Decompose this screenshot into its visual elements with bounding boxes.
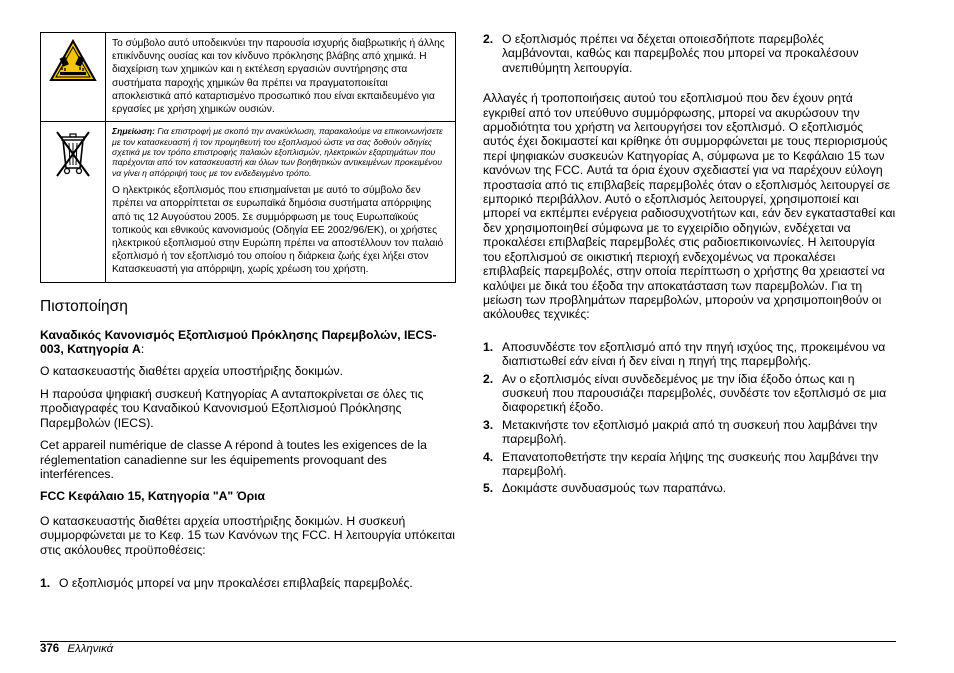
list-item — [483, 372, 896, 415]
list-item-text: Επανατοποθετήστε την κεραία λήψης της συσκευής που λαμβάνει την παρεμβολή. — [502, 449, 879, 478]
list-item-text: Αποσυνδέστε τον εξοπλισμό από την πηγή ισχύος της, προκειμένου να διαπιστωθεί εάν είναι ή δεν είναι η πηγή της παρεμβολής. — [502, 339, 886, 369]
conditions-list — [40, 576, 456, 590]
list-item-number: 3. — [483, 417, 494, 432]
list-item-number: 5. — [483, 481, 494, 496]
list-item-text: Ο εξοπλισμός μπορεί να μην προκαλέσει επιβλαβείς παρεμβολές. — [59, 575, 413, 590]
weee-warning-text: Ο ηλεκτρικός εξοπλισμός που επισημαίνεται με αυτό το σύμβολο δεν πρέπει να απορρίπτεται σε ευρωπαϊκά δημόσια συστήματα απόρριψης από τις 12 Αυγούστου 2005. Σε συμμόρφωση με τους Ευρωπαϊκούς τοπικούς και εθνικούς κανονισμούς (Οδηγία ΕΕ 2002/96/ΕΚ), οι χρήστες ηλεκτρικού εξοπλισμού στην Ευρώπη πρέπει να αποστέλλουν τον παλαιό εξοπλισμό ή τον εξοπλισμό του οποίου η διάρκεια ζωής έχει λήξει στον Κατασκευαστή για απόρριψη, χωρίς χρέωση του χρήστη. — [112, 185, 444, 276]
list-item-text: Αν ο εξοπλισμός είναι συνδεδεμένος με την ίδια έξοδο όπως και η συσκευή που παρουσιάζει παρεμβολές, συνδέστε τον εξοπλισμό σε μια διαφορετική έξοδο. — [502, 371, 887, 415]
footer-divider — [40, 641, 896, 642]
canada-heading-text: Καναδικός Κανονισμός Εξοπλισμού Πρόκλησης Παρεμβολών, IECS-003, Κατηγορία A — [40, 327, 437, 357]
list-item — [483, 450, 896, 479]
canada-paragraph-1: Ο κατασκευαστής διαθέτει αρχεία υποστήριξης δοκιμών. — [40, 364, 344, 379]
canada-heading-colon: : — [140, 342, 145, 357]
fcc-paragraph-2: Αλλαγές ή τροποποιήσεις αυτού του εξοπλισμού που δεν έχουν ρητά εγκριθεί από τον υπεύθυνο συμμόρφωσης, μπορεί να ακυρώσουν την αρμοδιότητα του χρήστη να λειτουργήσει τον εξοπλισμό. Ο εξοπλισμός αυτός έχει δοκιμαστεί και κρίθηκε ότι συμμορφώνεται με τους περιορισμούς περί ψηφιακών συσκευών Κατηγορίας A, σύμφωνα με το Κεφάλαιο 15 των κανόνων της FCC. Αυτά τα όρια έχουν σχεδιαστεί για να παρέχουν εύλογη προστασία από τις επιβλαβείς παρεμβολές όταν ο εξοπλισμός λειτουργεί σε εμπορικό περιβάλλον. Αυτό ο εξοπλισμός λειτουργεί, χρησιμοποιεί και μπορεί να εκπέμπει ενέργεια ραδιοσυχνοτήτων και, εάν δεν εγκατασταθεί και δεν χρησιμοποιηθεί σύμφωνα με το εγχειρίδιο οδηγιών, ενδέχεται να προκαλέσει επιβλαβείς παρεμβολές στις ραδιοεπικοινωνίες. Η λειτουργία του εξοπλισμού σε οικιστική περιοχή ενδεχομένως να προκαλέσει επιβλαβείς παρεμβολές, στην οποία περίπτωση ο χρήστης θα χρειαστεί να καλύψει με δικά του έξοδα την αποκατάσταση των παρεμβολών. Για τη μείωση των προβλημάτων παρεμβολών, μπορούν να χρησιμοποιηθούν οι ακόλουθες τεχνικές: — [483, 91, 896, 322]
chemical-warning-row — [41, 33, 456, 122]
left-column — [40, 32, 456, 593]
note-text: Για επιστροφή με σκοπό την ανακύκλωση, παρακαλούμε να επικοινωνήσετε με τον κατασκευαστή ή τον προμηθευτή του εξοπλισμού ώστε να σας δοθούν οδηγίες σχετικά με τον τρόπο επιστροφής παλαιών εξοπλισμών, ηλεκτρικών εξαρτημάτων που παρέχονται από τον κατασκευαστή και όλων των βοηθητικών αντικειμένων προκειμένου να γίνει η απόρριψή τους με τον ενδεδειγμένο τρόπο. — [112, 126, 443, 178]
canada-paragraph-3: Cet appareil numérique de classe A répond à toutes les exigences de la réglementation canadienne sur les équipements provoquant des interférences. — [40, 438, 427, 481]
safety-symbols-table — [40, 32, 456, 283]
canada-paragraph-2: Η παρούσα ψηφιακή συσκευή Κατηγορίας A ανταποκρίνεται σε όλες τις προδιαγραφές του Καναδικού Κανονισμού Εξοπλισμού Πρόκλησης Παρεμβολών (IECS). — [40, 386, 424, 430]
list-item-number: 1. — [483, 339, 494, 354]
list-item — [483, 418, 896, 447]
list-item — [483, 340, 896, 369]
right-column — [483, 32, 896, 499]
canada-heading — [40, 328, 456, 357]
list-item — [483, 32, 896, 75]
list-item-text: Ο εξοπλισμός πρέπει να δέχεται οποιεσδήποτε παρεμβολές λαμβάνονται, καθώς και παρεμβολές που μπορεί να προκαλέσουν ανεπιθύμητη λειτουργία. — [502, 32, 859, 75]
list-item-text: Μετακινήστε τον εξοπλισμό μακριά από τη συσκευή που λαμβάνει την παρεμβολή. — [502, 417, 878, 447]
techniques-list — [483, 340, 896, 496]
chemical-warning-text: Το σύμβολο αυτό υποδεικνύει την παρουσία ισχυρής διαβρωτικής ή άλλης επικίνδυνης ουσίας και τον κίνδυνο πρόκλησης βλάβης από χημικά. Η διαχείριση των χημικών και η εκτέλεση εργασιών συντήρησης στα συστήματα παροχής χημικών θα πρέπει να πραγματοποιείται αποκλειστικά από καταρτισμένο προσωπικό που είναι εκπαιδευμένο για εργασίες με χρήση χημικών ουσιών. — [112, 38, 445, 116]
weee-warning-row — [41, 122, 456, 282]
list-item — [40, 576, 456, 590]
chemical-hazard-icon — [49, 39, 97, 83]
page-footer — [40, 643, 113, 656]
list-item-number: 4. — [483, 449, 494, 464]
list-item-number: 2. — [483, 32, 494, 46]
list-item — [483, 481, 896, 495]
crossed-out-wheeled-bin-icon — [53, 128, 93, 180]
footer-language: Ελληνικά — [67, 643, 114, 655]
fcc-heading: FCC Κεφάλαιο 15, Κατηγορία "A" Όρια — [40, 489, 266, 504]
note-label: Σημείωση: — [112, 126, 155, 137]
page-number: 376 — [40, 643, 60, 655]
list-item-number: 1. — [40, 575, 51, 590]
section-title: Πιστοποίηση — [40, 297, 128, 315]
conditions-list-continued — [483, 32, 896, 75]
list-item-number: 2. — [483, 371, 494, 386]
list-item-text: Δοκιμάστε συνδυασμούς των παραπάνω. — [502, 481, 727, 496]
fcc-paragraph-1: Ο κατασκευαστής διαθέτει αρχεία υποστήριξης δοκιμών. Η συσκευή συμμορφώνεται με το Κεφ. 15 των Κανόνων της FCC. Η λειτουργία υπόκειται στις ακόλουθες προϋποθέσεις: — [40, 513, 455, 557]
recycling-note — [112, 126, 449, 178]
